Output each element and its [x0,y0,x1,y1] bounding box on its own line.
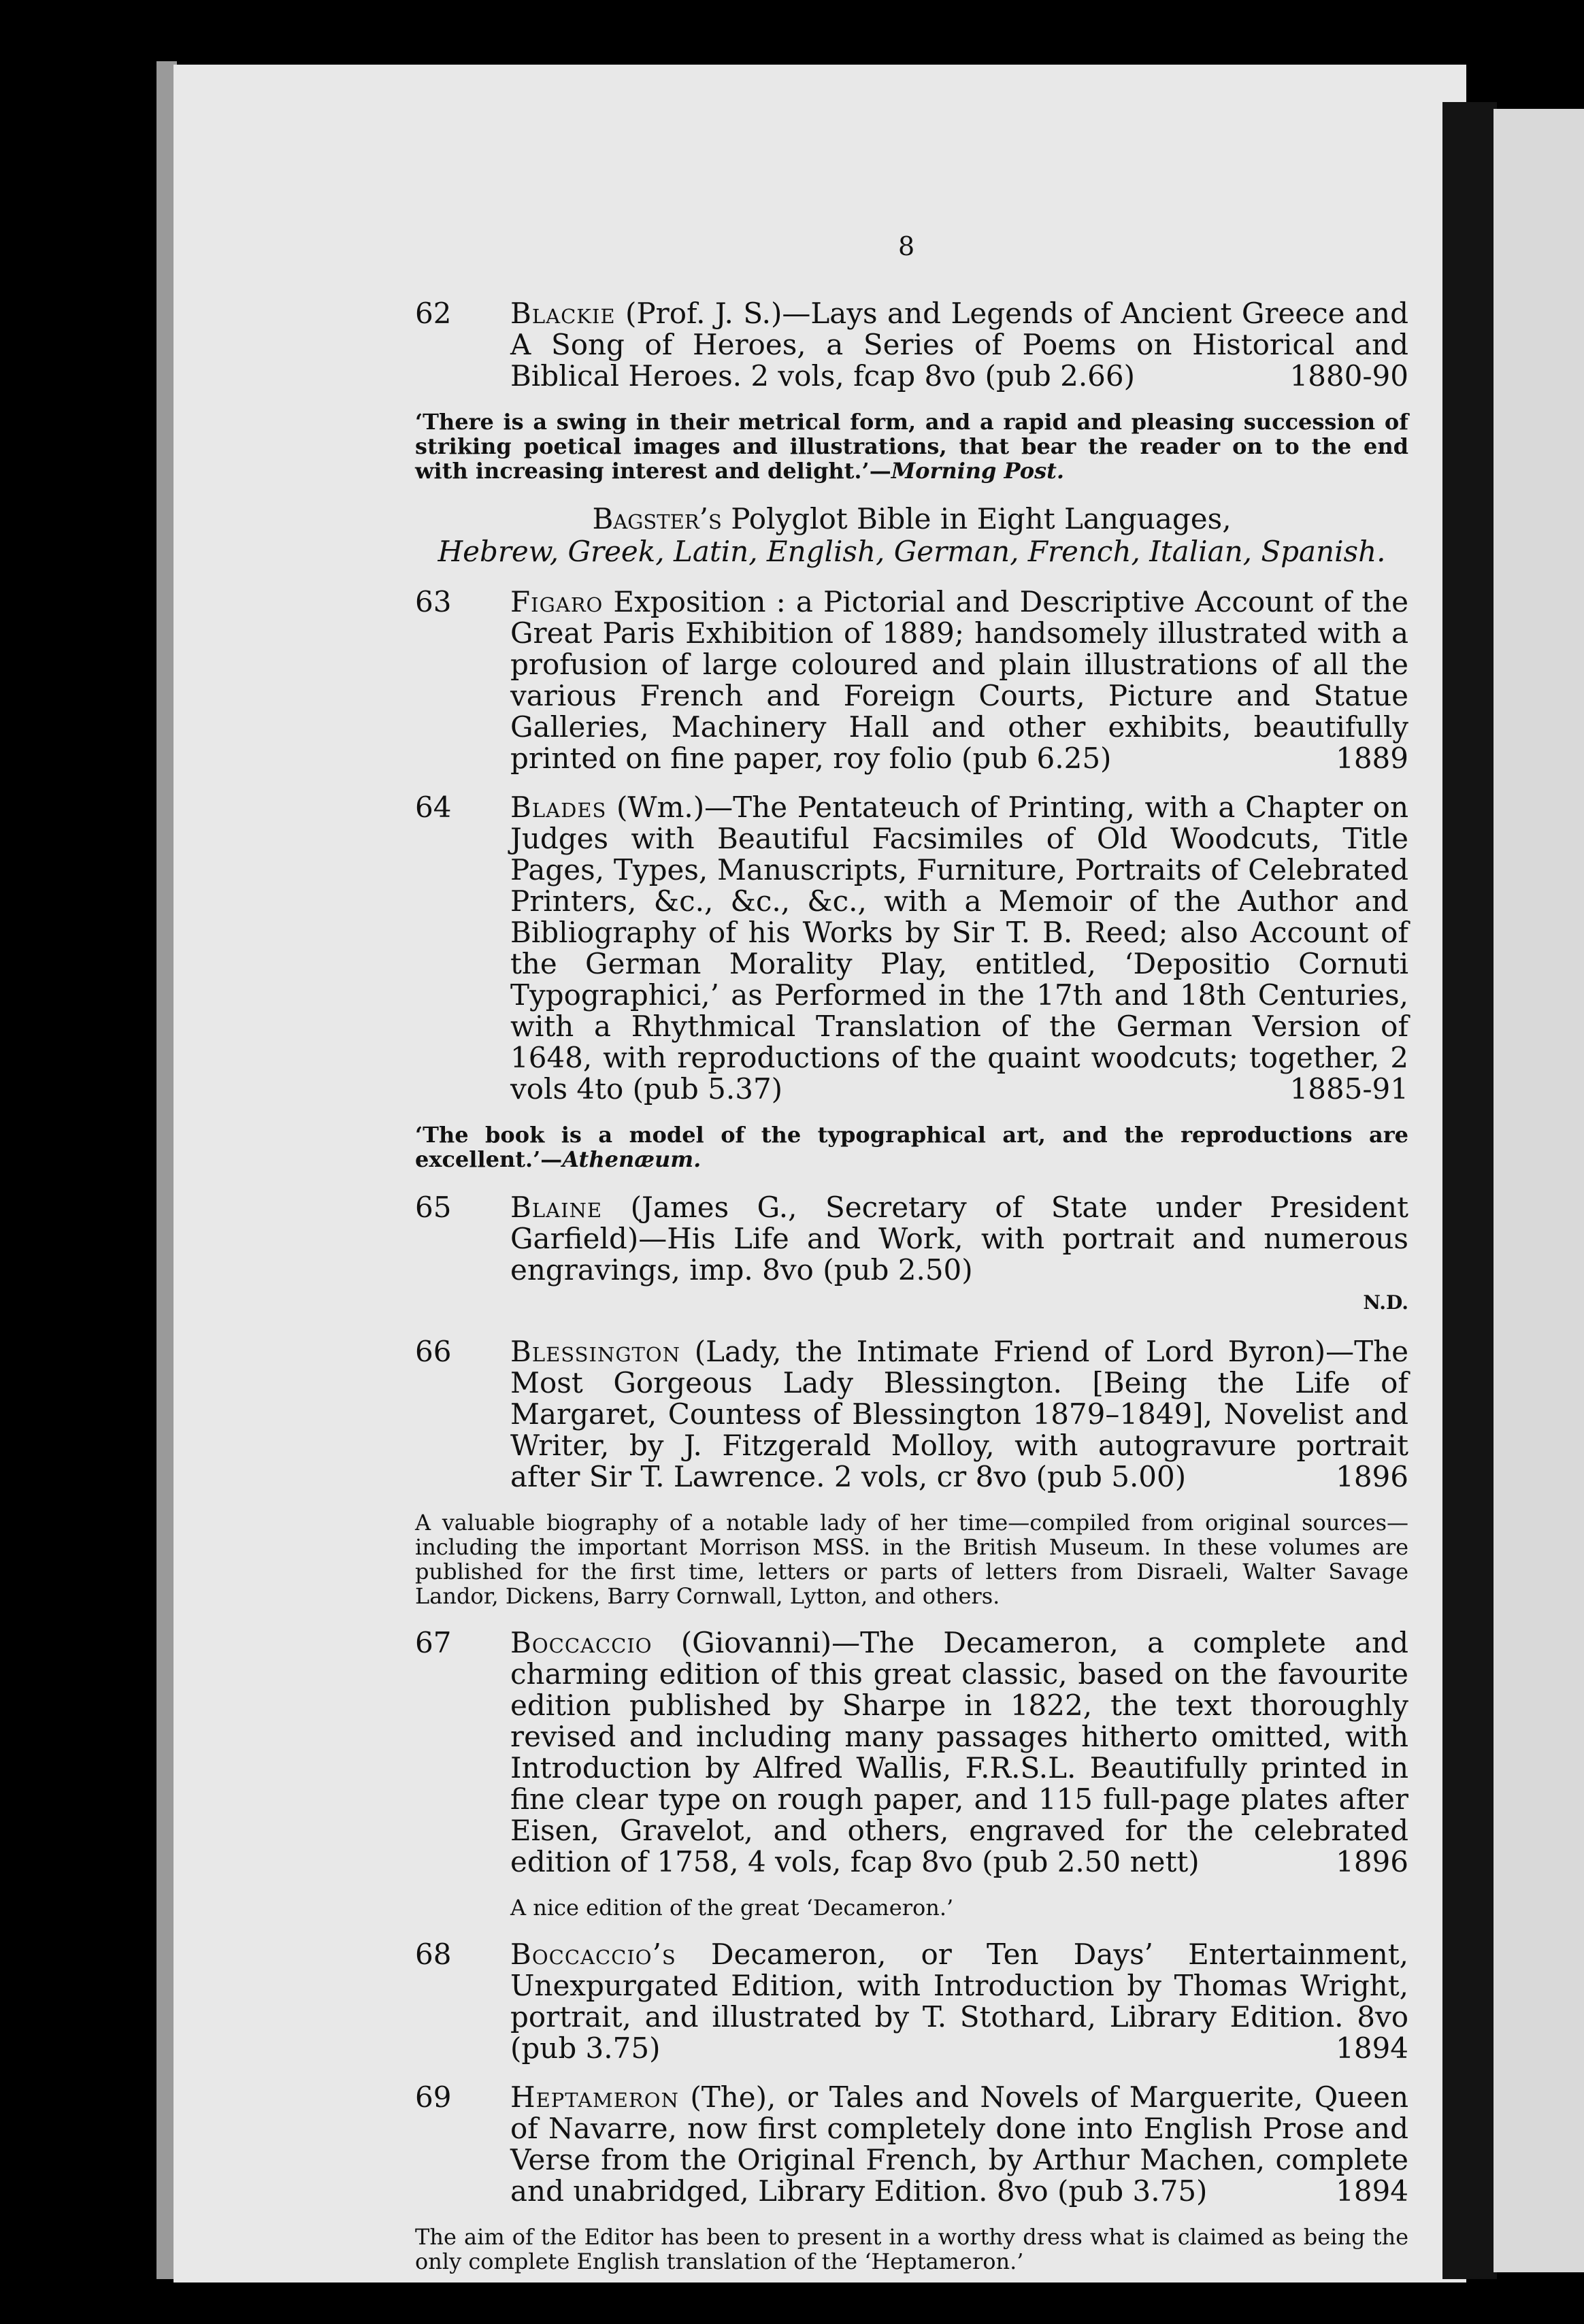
bagster-title-rest: Polyglot Bible in Eight Languages, [721,502,1232,535]
entry-text [510,1627,1408,1878]
entry-heading: Boccaccio’s [510,1938,676,1971]
entry-number: 68 [415,1938,452,1971]
entry-number: 69 [415,2080,452,2114]
entry-text [510,792,1408,1105]
entry-number: 67 [415,1626,452,1659]
entry-date: 1896 [1336,1460,1408,1493]
entry-heading: Blaine [510,1191,603,1224]
entry-description: Exposition : a Pictorial and Descriptive Account of the Great Paris Exhibition of 1889; handsomely illustrated with a profusion of large coloured and plain illustrations of all the various French and Foreign Courts, Picture and Statue Galleries, Machinery Hall and other exhibits, beautifully printed on fine paper, roy folio (pub 6.25) [510,585,1408,775]
entry-text [510,2082,1408,2207]
bagster-heading: Bagster’s [592,502,722,535]
entry-date: 1894 [1336,2174,1408,2208]
entry-date: 1889 [1336,742,1408,775]
entry-description: Decameron, or Ten Days’ Entertainment, Unexpurgated Edition, with Introduction by Thomas Wright, portrait, and illustrated by T. Stothard, Library Edition. 8vo (pub 3.75) [510,1938,1408,2065]
catalogue-entry-69 [415,2082,1408,2207]
entry-heading: Blessington [510,1335,681,1368]
spine-shadow [1442,102,1497,2279]
entry-number: 63 [415,585,452,618]
catalogue-entry-68 [415,1939,1408,2064]
quote-source: Morning Post. [891,458,1064,484]
review-quote [415,1123,1408,1172]
entry-note: A nice edition of the great ‘Decameron.’ [510,1895,954,1921]
entry-description: (Lady, the Intimate Friend of Lord Byron)—The Most Gorgeous Lady Blessington. [Being the Life of Margaret, Countess of Blessington 1879–1849], Novelist and Writer, by J. Fitzgerald Molloy, with autogravure portrait after Sir T. Lawrence. 2 vols, cr 8vo (pub 5.00) [510,1335,1408,1493]
entry-text [510,1192,1408,1286]
entry-heading: Figaro [510,585,604,618]
page-number: 8 [898,231,915,261]
facing-page-edge [1494,109,1584,2272]
entry-heading: Blades [510,791,607,824]
bagster-title [415,503,1408,535]
entry-date: 1880-90 [1289,359,1408,393]
entry-note: A valuable biography of a notable lady of her time—compiled from original sources—including the important Morrison MSS. in the British Museum. In these volumes are published for the first time, letters or parts of letters from Disraeli, Walter Savage Landor, Dickens, Barry Cornwall, Lytton, and others. [415,1510,1408,1609]
catalogue-entry-67 [415,1627,1408,1878]
entry-heading: Blackie [510,297,616,330]
quote-text: ‘There is a swing in their metrical form, and a rapid and pleasing succession of striking poetical images and illustrations, that bear the reader on to the end with increasing interest and delight.’— [415,409,1408,484]
entry-description: (Giovanni)—The Decameron, a complete and charming edition of this great classic, based on the favourite edition published by Sharpe in 1822, the text thoroughly revised and including many passages hitherto omitted, with Introduction by Alfred Wallis, F.R.S.L. Beautifully printed in fine clear type on rough paper, and 115 full-page plates after Eisen, Gravelot, and others, engraved for the celebrated edition of 1758, 4 vols, fcap 8vo (pub 2.50 nett) [510,1626,1408,1878]
entry-date: N.D. [1363,1291,1408,1314]
catalogue-entry-66 [415,1336,1408,1493]
entry-date: 1885-91 [1289,1072,1408,1106]
entry-number: 64 [415,791,452,824]
entry-text [510,586,1408,774]
entry-number: 65 [415,1191,452,1224]
entry-description: (The), or Tales and Novels of Marguerite, Queen of Navarre, now first completely done into English Prose and Verse from the Original French, by Arthur Machen, complete and unabridged, Library Edition. 8vo (pub 3.75) [510,2080,1408,2208]
catalogue-entry-64 [415,792,1408,1105]
entry-date: 1896 [1336,1845,1408,1878]
entry-text [510,1336,1408,1493]
bagster-languages: Hebrew, Greek, Latin, English, German, French, Italian, Spanish. [438,535,1386,568]
entry-heading: Boccaccio [510,1626,653,1659]
review-quote [415,410,1408,483]
entry-description: (Wm.)—The Pentateuch of Printing, with a Chapter on Judges with Beautiful Facsimiles of Old Woodcuts, Title Pages, Types, Manuscripts, Furniture, Portraits of Celebrated Printers, &c., &c., &c., with a Memoir of the Author and Bibliography of his Works by Sir T. B. Reed; also Account of the German Morality Play, entitled, ‘Depositio Cornuti Typographici,’ as Performed in the 17th and 18th Centuries, with a Rhythmical Translation of the German Version of 1648, with reproductions of the quaint woodcuts; together, 2 vols 4to (pub 5.37) [510,791,1408,1106]
quote-text: ‘The book is a model of the typographical art, and the reproductions are excellent.’— [415,1122,1408,1172]
catalogue-entry-65 [415,1192,1408,1318]
entry-note: The aim of the Editor has been to present in a worthy dress what is claimed as being the only complete English translation of the ‘Heptameron.’ [415,2224,1408,2274]
entry-number: 62 [415,297,452,330]
catalogue-entry-63 [415,586,1408,774]
entry-date: 1894 [1336,2031,1408,2065]
catalogue-content [415,298,1408,2293]
entry-number: 66 [415,1335,452,1368]
catalogue-entry-62 [415,298,1408,392]
entry-text [510,298,1408,392]
quote-source: Athenæum. [562,1146,702,1172]
entry-text [510,1939,1408,2064]
entry-description: (Prof. J. S.)—Lays and Legends of Ancient Greece and A Song of Heroes, a Series of Poems on Historical and Biblical Heroes. 2 vols, fcap 8vo (pub 2.66) [510,297,1408,393]
entry-heading: Heptameron [510,2080,679,2114]
entry-description: (James G., Secretary of State under President Garfield)—His Life and Work, with portrait and numerous engravings, imp. 8vo (pub 2.50) [510,1191,1408,1286]
